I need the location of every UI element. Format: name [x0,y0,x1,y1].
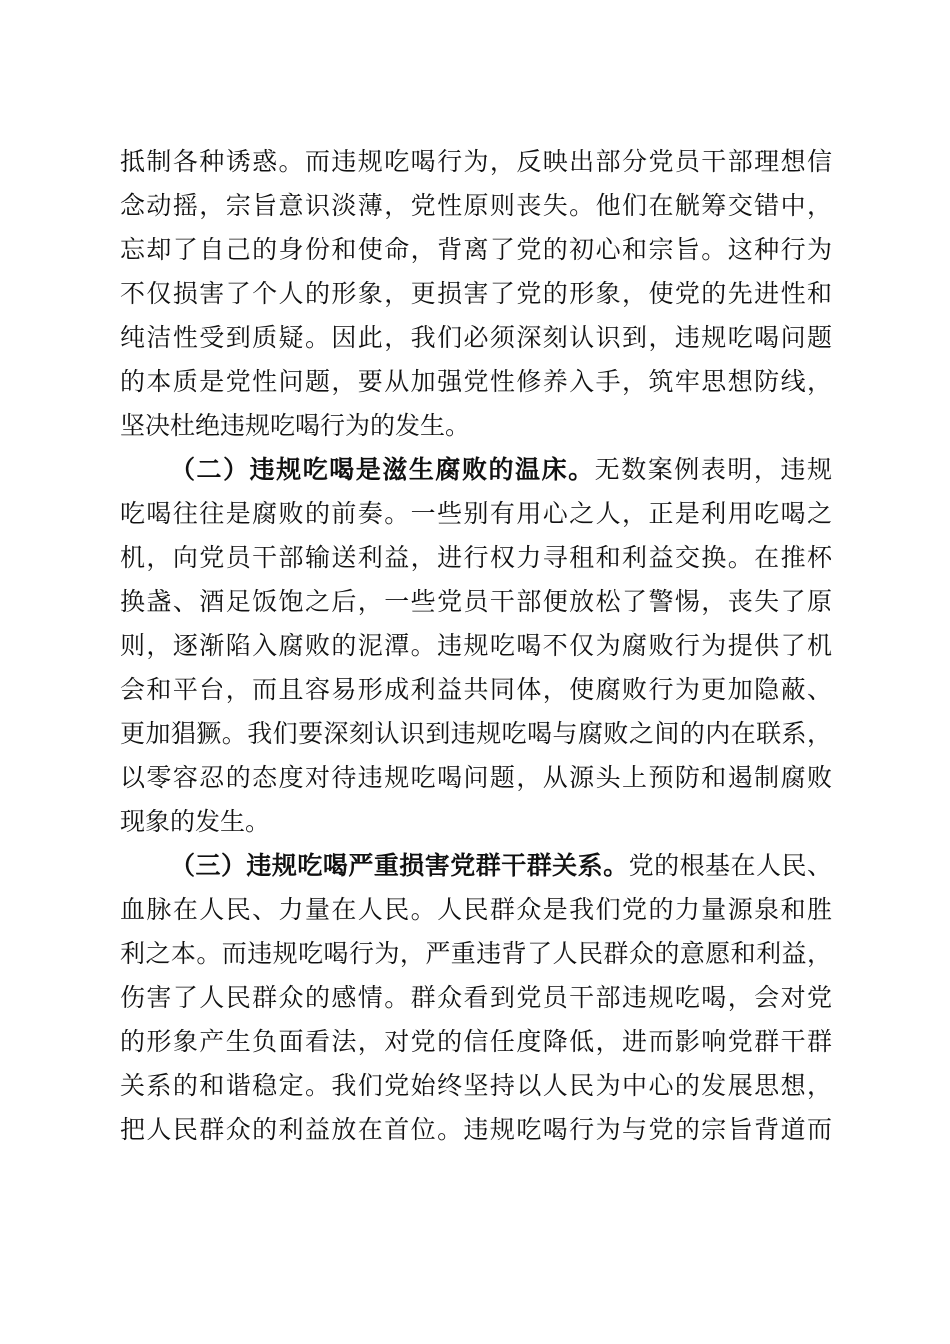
body-line: 伤害了人民群众的感情。群众看到党员干部违规吃喝，会对党 [120,983,832,1012]
section-two-first-line-rest: 无数案例表明，违规 [594,455,832,484]
body-line: 念动摇，宗旨意识淡薄，党性原则丧失。他们在觥筹交错中， [120,191,832,220]
document-body [120,140,832,1152]
body-line: 现象的发生。 [120,807,271,836]
body-line: 换盏、酒足饭饱之后，一些党员干部便放松了警惕，丧失了原 [120,587,832,616]
body-line: 纯洁性受到质疑。因此，我们必须深刻认识到，违规吃喝问题 [120,323,832,352]
body-line: 血脉在人民、力量在人民。人民群众是我们党的力量源泉和胜 [120,895,832,924]
body-line: 抵制各种诱惑。而违规吃喝行为，反映出部分党员干部理想信 [120,147,832,176]
body-line: 的形象产生负面看法，对党的信任度降低，进而影响党群干群 [120,1027,832,1056]
section-three-first-line [120,844,832,888]
section-three-heading: （三）违规吃喝严重损害党群干群关系。 [170,851,629,880]
body-line: 不仅损害了个人的形象，更损害了党的形象，使党的先进性和 [120,279,832,308]
body-line: 忘却了自己的身份和使命，背离了党的初心和宗旨。这种行为 [120,235,832,264]
section-three-first-line-rest: 党的根基在人民、 [628,851,832,880]
body-line: 利之本。而违规吃喝行为，严重违背了人民群众的意愿和利益， [120,939,832,968]
body-line: 机，向党员干部输送利益，进行权力寻租和利益交换。在推杯 [120,543,832,572]
body-line: 会和平台，而且容易形成利益共同体，使腐败行为更加隐蔽、 [120,675,832,704]
body-line: 的本质是党性问题，要从加强党性修养入手，筑牢思想防线， [120,367,832,396]
body-line: 坚决杜绝违规吃喝行为的发生。 [120,411,471,440]
section-two-first-line [120,448,832,492]
body-line: 更加猖獗。我们要深刻认识到违规吃喝与腐败之间的内在联系， [120,719,832,748]
body-line: 吃喝往往是腐败的前奏。一些别有用心之人，正是利用吃喝之 [120,499,832,528]
section-two-heading: （二）违规吃喝是滋生腐败的温床。 [170,455,595,484]
body-line: 把人民群众的利益放在首位。违规吃喝行为与党的宗旨背道而 [120,1115,832,1144]
body-line: 则，逐渐陷入腐败的泥潭。违规吃喝不仅为腐败行为提供了机 [120,631,832,660]
body-line: 以零容忍的态度对待违规吃喝问题，从源头上预防和遏制腐败 [120,763,832,792]
body-line: 关系的和谐稳定。我们党始终坚持以人民为中心的发展思想， [120,1071,832,1100]
